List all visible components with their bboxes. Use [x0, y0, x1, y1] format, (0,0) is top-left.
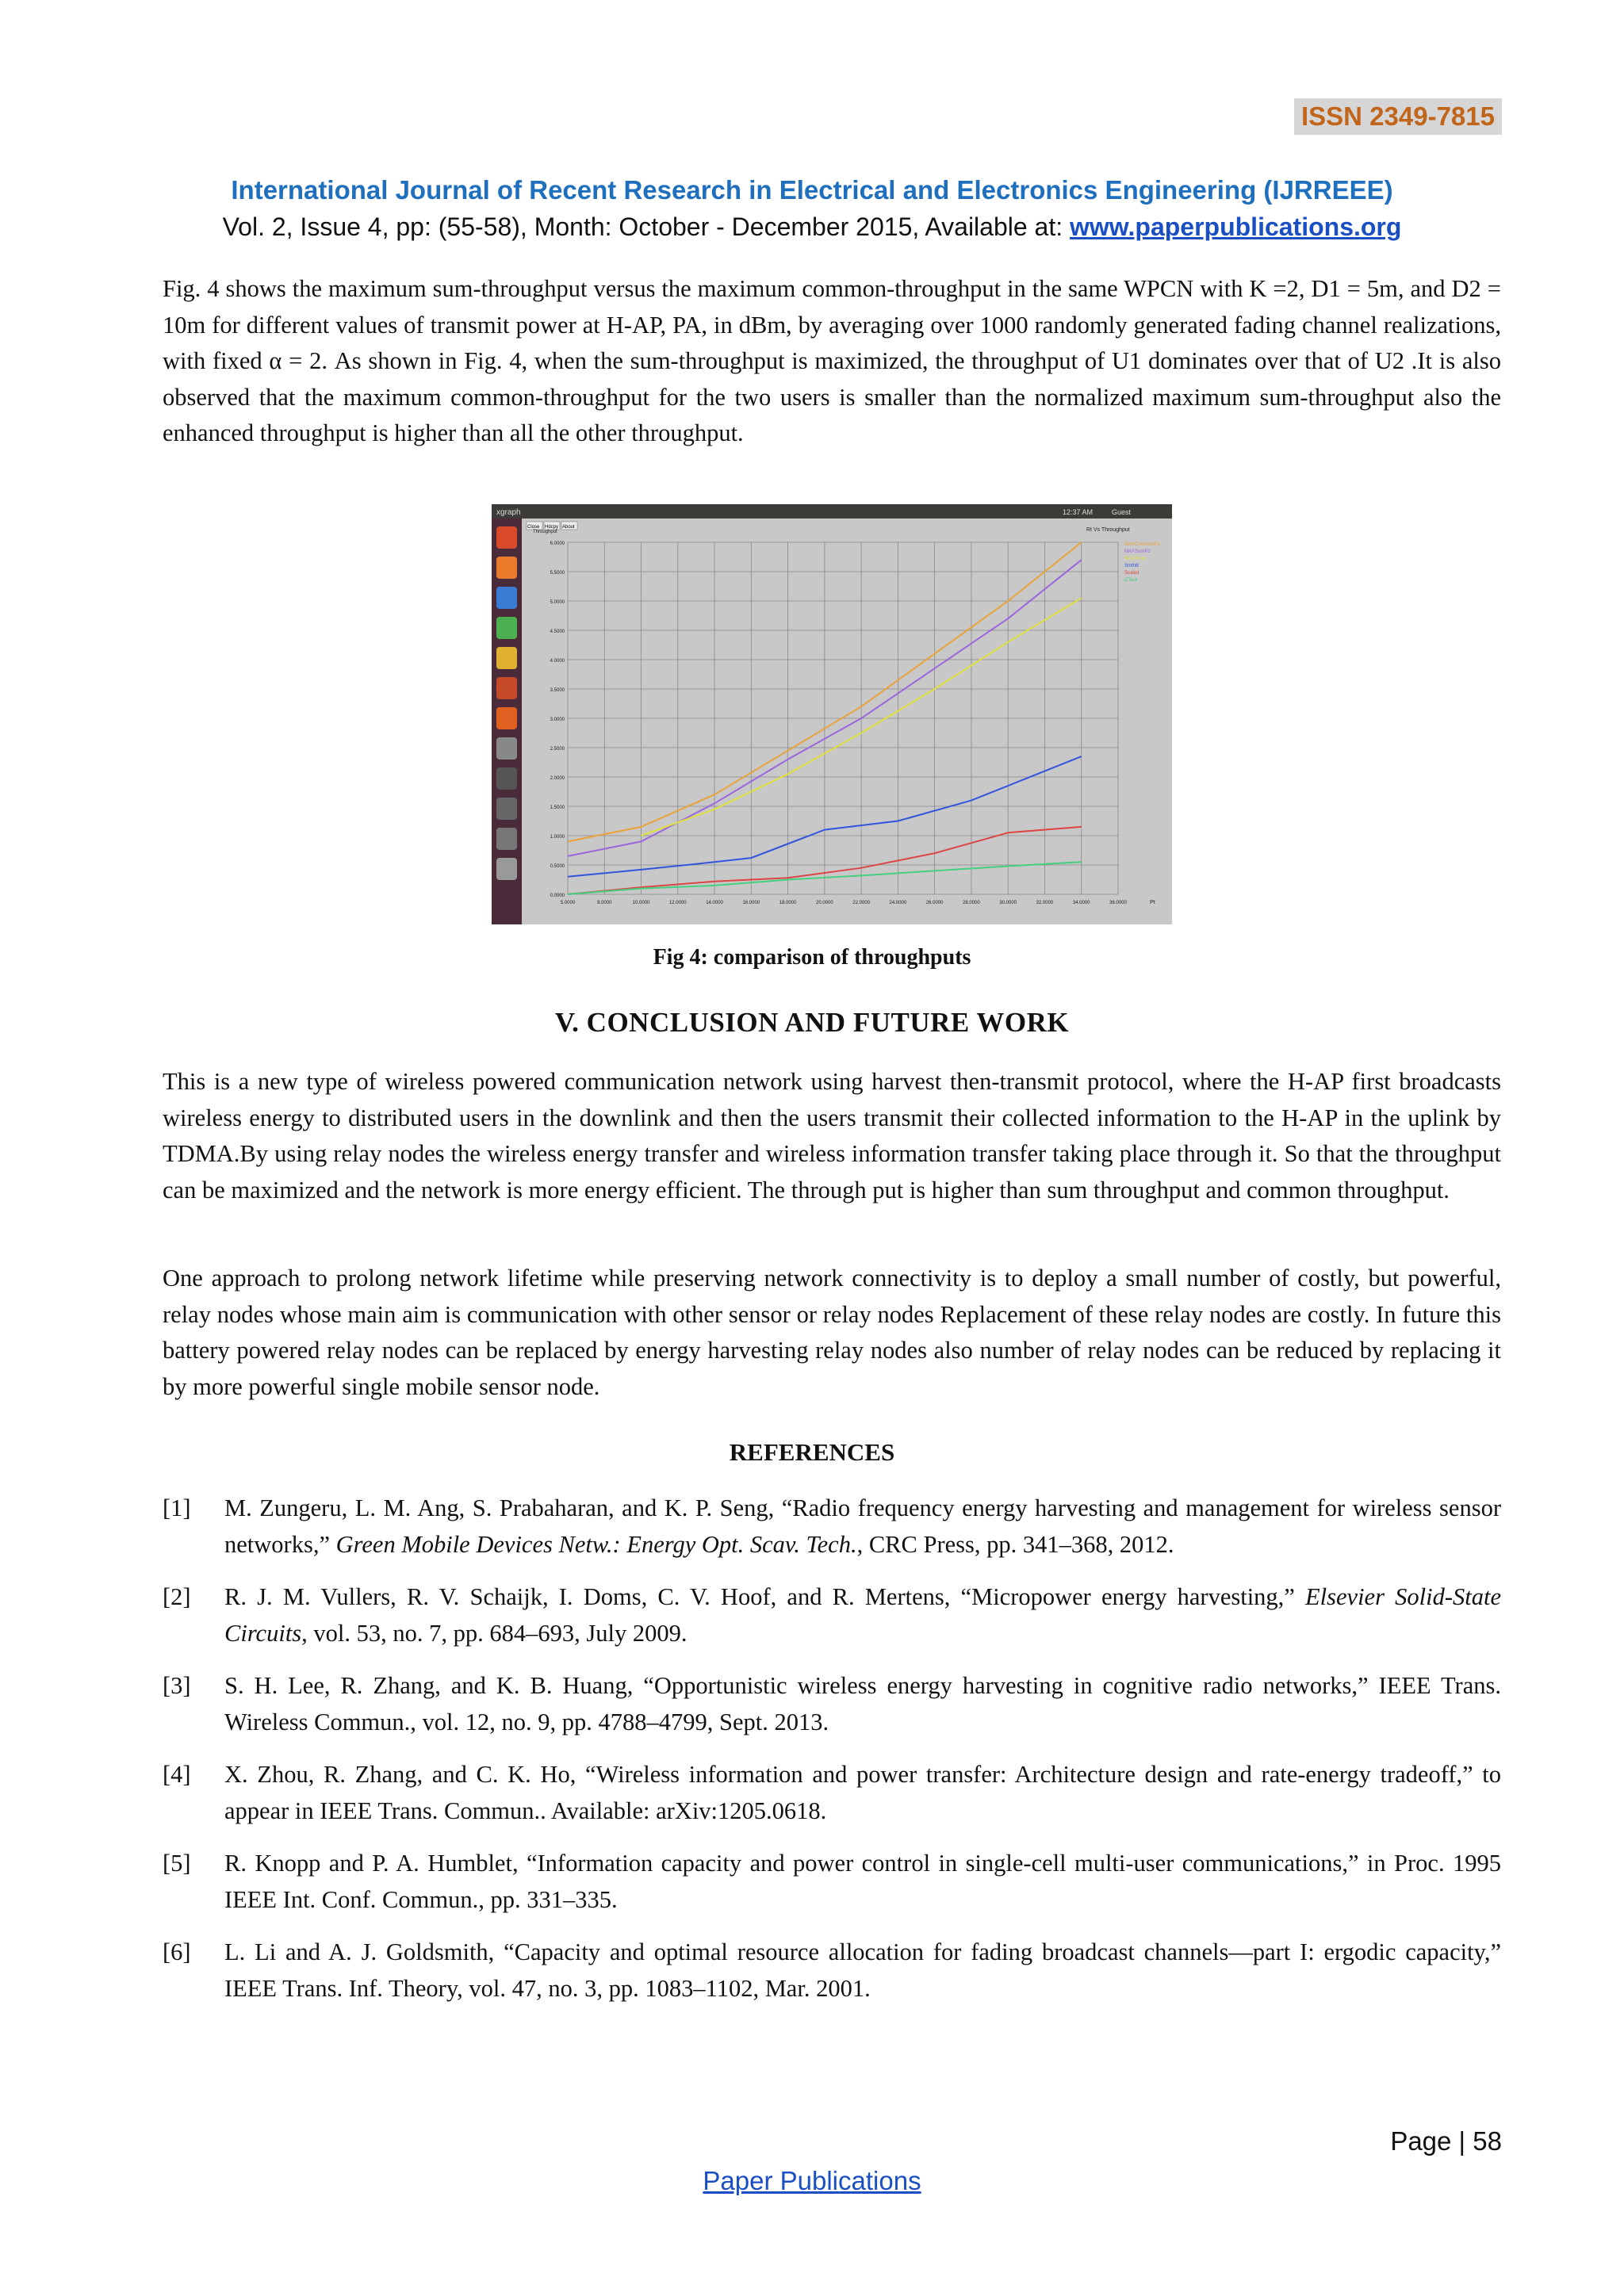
launcher-icon: [496, 647, 517, 669]
paragraph-future-work: One approach to prolong network lifetime while preserving network connectivity is to deploy a small number of costly, but powerful, relay nodes whose main aim is communication with other sensor or relay nodes Replacement of these relay nodes are costly. In future this battery powered relay nodes can be replaced by energy harvesting relay nodes also number of relay nodes can be reduced by replacing it by more powerful single mobile sensor node.: [163, 1265, 1501, 1400]
legend-entry: CTask: [1124, 578, 1138, 583]
section-heading: V. CONCLUSION AND FUTURE WORK: [554, 1007, 1070, 1038]
y-tick-label: 1.0000: [550, 835, 565, 840]
y-tick-label: 2.0000: [550, 776, 565, 781]
y-tick-label: 3.0000: [550, 718, 565, 722]
reference-italic: Elsevier Solid-State Circuits: [224, 1583, 1501, 1647]
publisher-link[interactable]: Paper Publications: [703, 2166, 921, 2195]
launcher-icon: [496, 798, 517, 820]
launcher-icon: [496, 587, 517, 609]
journal-link[interactable]: www.paperpublications.org: [1070, 212, 1402, 241]
references-heading: REFERENCES: [729, 1438, 895, 1466]
y-tick-label: 4.0000: [550, 659, 565, 664]
menu-button-label: Hdcpy: [545, 525, 559, 530]
y-tick-label: 0.5000: [550, 864, 565, 869]
x-tick-label: 18.0000: [779, 901, 797, 905]
launcher-icon: [496, 828, 517, 850]
y-tick-label: 5.0000: [550, 600, 565, 605]
x-tick-label: 10.0000: [632, 901, 650, 905]
y-tick-label: 6.0000: [550, 541, 565, 546]
y-tick-label: 4.5000: [550, 629, 565, 634]
y-tick-label: 0.0000: [550, 894, 565, 898]
x-tick-label: 8.0000: [597, 901, 612, 905]
x-tick-label: 26.0000: [925, 901, 944, 905]
issn-badge: ISSN 2349-7815: [1294, 98, 1502, 135]
paragraph-fig4-description: Fig. 4 shows the maximum sum-throughput versus the maximum common-throughput in the same WPCN with K =2, D1 = 5m, and D2 = 10m for different values of transmit power at H-AP, PA, in dBm, by averaging over 1000 randomly generated fading channel realizations, with fixed α = 2. As shown in Fig. 4, when the sum-throughput is maximized, the throughput of U1 dominates over that of U2 .It is also observed that the maximum common-throughput for the two users is smaller than the normalized maximum sum-throughput also the enhanced throughput is higher than all the other throughput.: [163, 275, 1501, 446]
journal-info: [0, 209, 1624, 244]
reference-text: R. J. M. Vullers, R. V. Schaijk, I. Doms, C. V. Hoof, and R. Mertens, “Micropower energy harvesting,”: [224, 1583, 1306, 1610]
legend-entry: Scaled: [1124, 571, 1139, 576]
x-tick-label: 34.0000: [1072, 901, 1090, 905]
x-tick-label: 5.0000: [560, 901, 576, 905]
figure-caption: Fig 4: comparison of throughputs: [653, 945, 971, 970]
reference-italic: Green Mobile Devices Netw.: Energy Opt. Scav. Tech.: [335, 1530, 857, 1558]
y-tick-label: 3.5000: [550, 688, 565, 693]
plot-window: [522, 519, 1172, 924]
launcher-icon: [496, 677, 517, 699]
reference-number: [1]: [163, 1494, 191, 1521]
reference-text: M. Zungeru, L. M. Ang, S. Prabaharan, and K. P. Seng, “Radio frequency energy harvesting and management for wireless sensor networks,”: [224, 1494, 1501, 1558]
journal-info-text: Vol. 2, Issue 4, pp: (55-58), Month: October - December 2015, Available at:: [222, 212, 1071, 241]
reference-item: [163, 1934, 1501, 2007]
menu-button-label: About: [562, 525, 575, 530]
reference-text: X. Zhou, R. Zhang, and C. K. Ho, “Wireless information and power transfer: Architecture design and rate-energy tradeoff,” to appear in IEEE Trans. Commun.. Available: arXiv:1205.0618.: [224, 1761, 1501, 1824]
reference-item: [163, 1846, 1501, 1918]
launcher-icon: [496, 858, 517, 880]
reference-text: R. Knopp and P. A. Humblet, “Information capacity and power control in single-cell multi-user communications,” in Proc. 1995 IEEE Int. Conf. Commun., pp. 331–335.: [224, 1850, 1501, 1913]
x-axis-label: Pt: [1150, 900, 1155, 905]
plot-title: Rt Vs Throughput: [1086, 527, 1130, 533]
reference-item: [163, 1668, 1501, 1740]
reference-number: [3]: [163, 1672, 191, 1699]
x-tick-label: 28.0000: [963, 901, 980, 905]
menu-button-label: Close: [527, 525, 540, 530]
legend-entry: MAXThrpt: [1124, 557, 1147, 561]
legend-entry: MAXSumP2: [1124, 549, 1151, 554]
throughput-chart: [492, 504, 1172, 924]
y-tick-label: 1.5000: [550, 806, 565, 810]
reference-text: L. Li and A. J. Goldsmith, “Capacity and optimal resource allocation for fading broadcast channels—part I: ergodic capacity,” IEEE Trans. Inf. Theory, vol. 47, no. 3, pp. 1083–1102, Mar. 2001.: [224, 1938, 1501, 2002]
x-tick-label: 14.0000: [706, 901, 723, 905]
x-tick-label: 36.0000: [1109, 901, 1127, 905]
x-tick-label: 22.0000: [852, 901, 870, 905]
reference-item: [163, 1757, 1501, 1829]
y-tick-label: 5.5000: [550, 571, 565, 576]
clock-text: 12:37 AM: [1063, 508, 1094, 516]
reference-item: [163, 1490, 1501, 1563]
launcher-icon: [496, 557, 517, 579]
x-tick-label: 24.0000: [889, 901, 907, 905]
x-tick-label: 32.0000: [1036, 901, 1054, 905]
launcher-icon: [496, 767, 517, 790]
x-tick-label: 20.0000: [816, 901, 833, 905]
x-tick-label: 16.0000: [742, 901, 760, 905]
launcher-icon: [496, 526, 517, 549]
reference-tail: , vol. 53, no. 7, pp. 684–693, July 2009.: [301, 1619, 688, 1647]
y-tick-label: 2.5000: [550, 747, 565, 752]
reference-number: [2]: [163, 1583, 191, 1610]
window-title: xgraph: [496, 508, 521, 517]
y-axis-label: Throughput: [533, 530, 557, 534]
figure-4: [492, 504, 1172, 924]
launcher-icon: [496, 617, 517, 639]
launcher-icon: [496, 737, 517, 760]
journal-title: International Journal of Recent Research in Electrical and Electronics Engineering (IJRREEE): [231, 175, 1393, 205]
reference-tail: , CRC Press, pp. 341–368, 2012.: [856, 1530, 1174, 1558]
reference-number: [5]: [163, 1850, 191, 1877]
user-name: Guest: [1112, 508, 1132, 516]
legend-entry: MAXCommonP1: [1124, 542, 1160, 547]
reference-text: S. H. Lee, R. Zhang, and K. B. Huang, “Opportunistic wireless energy harvesting in cognitive radio networks,” IEEE Trans. Wireless Commun., vol. 12, no. 9, pp. 4788–4799, Sept. 2013.: [224, 1672, 1501, 1735]
reference-item: [163, 1579, 1501, 1651]
x-tick-label: 12.0000: [668, 901, 687, 905]
x-tick-label: 30.0000: [999, 901, 1017, 905]
paragraph-conclusion: This is a new type of wireless powered communication network using harvest then-transmit protocol, where the H-AP first broadcasts wireless energy to distributed users in the downlink and then the users transmit their collected information to the H-AP in the uplink by TDMA.By using relay nodes the wireless energy transfer and wireless information transfer taking place through it. So that the throughput can be maximized and the network is more energy efficient. The through put is higher than sum throughput and common throughput.: [163, 1068, 1501, 1203]
reference-number: [6]: [163, 1938, 191, 1965]
reference-number: [4]: [163, 1761, 191, 1788]
page-number: Page | 58: [1390, 2126, 1502, 2156]
launcher-icon: [496, 707, 517, 729]
legend-entry: SmthB: [1124, 564, 1139, 568]
